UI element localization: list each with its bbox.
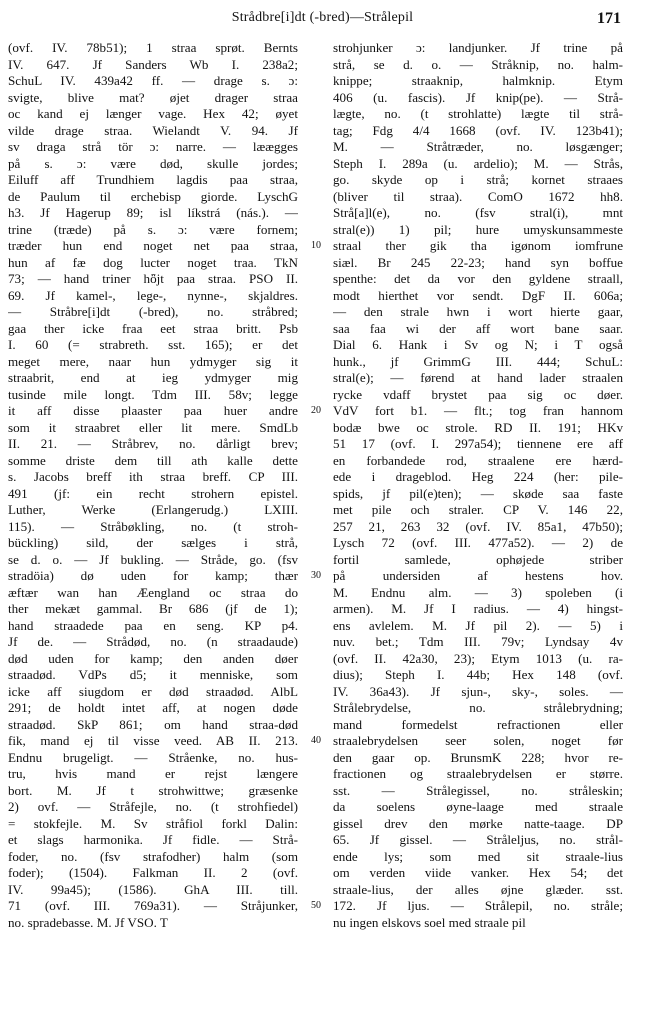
right-column-line: mand formedelst refractionen eller — [333, 716, 623, 732]
left-column-line: Luther, Werke (Erlangerudg.) LXIII. — [8, 502, 298, 517]
left-column-line: foder, no. (fsv strafodher) halm (som — [8, 848, 298, 864]
right-column-line: — den strale hwn i wort hierte gaar, — [333, 304, 623, 319]
left-column-line: bückling) sild, der sælges i strå, — [8, 535, 298, 550]
left-column-line: 2) ovf. — Stråfejle, no. (t strohfiedel) — [8, 799, 298, 814]
left-column — [8, 40, 298, 931]
line-number-marker: 40 — [311, 735, 321, 746]
right-column-line: den gaar op. BrunsmK 228; hvor re- — [333, 749, 623, 765]
left-column-line: s. Jacobs breff ith straa breff. CP III. — [8, 469, 298, 484]
right-column-line: gissel drev den mørke natte-taage. DP — [333, 815, 623, 831]
left-column-line: sv draga strå tör ɔ: narre. — læægges — [8, 139, 298, 154]
right-column-line: armen). M. Jf I radius. — 4) hingst- — [333, 601, 623, 616]
left-column-line: 69. Jf kamel-, lege-, nynne-, skjaldres. — [8, 287, 298, 303]
left-column-line: straadød. SkP 861; om hand straa-død — [8, 716, 298, 732]
line-number-marker: 20 — [311, 405, 321, 416]
left-column-line: se d. o. — Jf bukling. — Stråde, go. (fsv — [8, 551, 298, 567]
right-column-line: tag; Fdg 4/4 1668 (ovf. IV. 123b41); — [333, 122, 623, 138]
left-column-line: h3. Jf Hagerup 89; isl líkstrá (nás.). — — [8, 205, 298, 220]
left-column-line: tru, hvis mand er rejst længere — [8, 766, 298, 781]
right-column-line: knippe; straaknip, halmknip. Etym — [333, 73, 623, 88]
left-column-line: fik, mand ej til visse veed. AB II. 213. — [8, 733, 298, 748]
right-column-line: met pile och straler. CP V. 146 22, — [333, 502, 623, 517]
left-column-line: = stokfejle. M. Sv stråfiol forkl Dalin: — [8, 815, 298, 831]
right-column-line: spids, jf pil(e)ten); — skøde saa faste — [333, 485, 623, 501]
left-column-line: hand straadede paa en seng. KP p4. — [8, 617, 298, 633]
right-column-line: en forbandede rod, straalene ere hærd- — [333, 452, 623, 468]
right-column-line: 172. Jf ljus. — Strålepil, no. stråle; — [333, 898, 623, 913]
left-column-line: foder); (1504). Falkman II. 2 (ovf. — [8, 865, 298, 880]
left-column-line: som it straabret eller lit mere. SmdLb — [8, 419, 298, 435]
right-column-line: lægte, no. (t strohlatte) lægte til strå- — [333, 106, 623, 121]
right-column-line: modt hierthet vor sendt. DgF II. 606a; — [333, 287, 623, 303]
right-column-line: Dial 6. Hank i Sv og N; i T også — [333, 337, 623, 352]
left-column-line: 71 (ovf. III. 769a31). — Stråjunker, — [8, 898, 298, 913]
left-column-line: de Paulum til erchebisp giorde. LyschG — [8, 188, 298, 204]
right-column-line: sst. — Strålegissel, no. stråleskin; — [333, 782, 623, 798]
right-column-line: IV. 36a43). Jf sjun-, sky-, soles. — — [333, 683, 623, 699]
left-column-line: IV. 99a45); (1586). GhA III. till. — [8, 881, 298, 897]
left-column-line: meget mere, naar hun ydmyger sig it — [8, 353, 298, 369]
left-column-line: stradöia) dø uden for kamp; thær — [8, 568, 298, 583]
right-column-line: M. — Stråtræder, no. løsgænger; — [333, 139, 623, 154]
right-column-line: (ovf. II. 42a30, 23); Etym 1013 (u. ra- — [333, 650, 623, 666]
right-column-line: 65. Jf gissel. — Stråleljus, no. strål- — [333, 832, 623, 847]
left-column-line: 491 (jf: ein recht strohern epistel. — [8, 485, 298, 501]
left-column-line: 291; de holdt intet aff, at nogen døde — [8, 700, 298, 715]
left-column-line: ther mekæt gammal. Br 686 (jf de 1); — [8, 601, 298, 616]
left-column-line: Jf de. — Strådød, no. (n straadaude) — [8, 634, 298, 649]
left-column-line: no. spradebasse. M. Jf VSO. T — [8, 914, 168, 930]
left-column-line: icke aff siugdom er død straadød. AlbL — [8, 683, 298, 699]
right-column-line: ende lys; som med sit straale-lius — [333, 848, 623, 864]
line-number-marker: 30 — [311, 570, 321, 581]
right-column-line: ens avlelem. M. Jf pil 2). — 5) i — [333, 617, 623, 633]
left-column-line: Endnu brugeligt. — Stråenke, no. hus- — [8, 749, 298, 765]
right-column-line: Strålebrydelse, no. strålebrydning; — [333, 700, 623, 715]
left-column-line: tusinde mile longt. Tdm III. 58v; legge — [8, 386, 298, 402]
right-column-line: VdV fort b1. — flt.; tog fran hannom — [333, 403, 623, 418]
left-column-line: Eiluff aff Trundhiem lagdis paa straa, — [8, 172, 298, 187]
left-column-line: på s. ɔ: være død, skulle jordes; — [8, 155, 298, 171]
right-column-line: go. skyde op i strå; kornet straaes — [333, 172, 623, 187]
right-column-line: M. Endnu alm. — 3) spoleben (i — [333, 584, 623, 600]
right-column-line: bodæ bwe oc strole. RD II. 191; HKv — [333, 419, 623, 435]
left-column-line: hun af fæ dog lucter noget traa. TkN — [8, 254, 298, 270]
left-column-line: 73; — hand triner hȫjt paa straa. PSO II. — [8, 271, 298, 286]
right-column-line: Strå[a]l(e), no. (fsv stral(i), mnt — [333, 205, 623, 220]
right-column-line: saa faa wi der aff wort bane saar. — [333, 320, 623, 336]
line-number-marker: 50 — [311, 900, 321, 911]
right-column-line: spenthe: det da vor den gyldene straall, — [333, 271, 623, 286]
right-column-line: fortil samlede, ophøjede striber — [333, 551, 623, 567]
left-column-line: svigte, blive mat? øjet drager straa — [8, 89, 298, 105]
right-column-line: 257 21, 263 32 (ovf. IV. 85a1, 47b50); — [333, 518, 623, 534]
right-column-line: fractionen og straalebrydelsen er større. — [333, 766, 623, 781]
left-column-line: død uden for kamp; den anden døer — [8, 650, 298, 666]
left-column-line: vilde drage straa. Wielandt V. 94. Jf — [8, 122, 298, 138]
right-column-line: 406 (u. fascis). Jf knip(pe). — Strå- — [333, 89, 623, 105]
left-column-line: 115). — Stråbøkling, no. (t stroh- — [8, 518, 298, 534]
right-column-line: om verden viide vanker. Hex 54; det — [333, 865, 623, 880]
right-column-line: siæl. Br 245 22-23; hand syn boffue — [333, 254, 623, 270]
left-column-line: træder hun end noget net paa straa, — [8, 238, 298, 253]
running-head-title: Strådbre[i]dt (-bred)—Strålepil — [231, 10, 414, 25]
right-column-line: straal ther gik tha igønom iomfrune — [333, 238, 623, 253]
left-column-line: oc kand ej længer vage. Hex 42; øyet — [8, 106, 298, 121]
left-column-line: et slags harmonika. Jf fidle. — Strå- — [8, 832, 298, 847]
left-column-line: SchuL IV. 439a42 ff. — drage s. ɔ: — [8, 73, 298, 88]
right-column-line: ede i drageblod. Heg 224 (her: pile- — [333, 469, 623, 484]
right-column-line: Lysch 72 (ovf. III. 477a52). — 2) de — [333, 535, 623, 550]
left-column-line: II. 21. — Stråbrev, no. dårligt brev; — [8, 436, 298, 451]
left-column-line: trine (træde) på s. ɔ: være fornem; — [8, 221, 298, 237]
right-column-line: på undersiden af hestens hov. — [333, 568, 623, 583]
right-column-line: da soelens øyne-laage med straale — [333, 799, 623, 814]
page-number: 171 — [597, 10, 621, 27]
page-header — [0, 10, 645, 30]
right-column-line: (bliver til straa). ComO 1672 hh8. — [333, 188, 623, 204]
right-column-line: straalebrydelsen seer solen, noget før — [333, 733, 623, 748]
line-number-marker: 10 — [311, 240, 321, 251]
right-column-line: stral(e)) 1) pil; hure umyskunsammeste — [333, 221, 623, 237]
left-column-line: straadød. VdPs d5; it menniske, som — [8, 667, 298, 682]
left-column-line: gaa ther icke fraa eet straa britt. Psb — [8, 320, 298, 336]
right-column-line: 51 17 (ovf. I. 297a54); tiennene ere aff — [333, 436, 623, 451]
left-column-line: bort. M. Jf t strohwittwe; græsenke — [8, 782, 298, 798]
left-column-line: IV. 647. Jf Sanders Wb I. 238a2; — [8, 56, 298, 72]
right-column — [333, 40, 623, 931]
left-column-line: I. 60 (= strabreth. sst. 165); er det — [8, 337, 298, 352]
right-column-line: nuv. bet.; Tdm III. 79v; Lyndsay 4v — [333, 634, 623, 649]
left-column-line: somme driste dem till ath kalle dette — [8, 452, 298, 468]
right-column-line: straale-lius, der alles øjne glæder. sst. — [333, 881, 623, 897]
left-column-line: æftær wan han Æengland oc straa do — [8, 584, 298, 600]
right-column-line: nu ingen elskovs soel med straale pil — [333, 914, 526, 930]
right-column-line: hunk., jf GrimmG III. 444; SchuL: — [333, 353, 623, 369]
right-column-line: strohjunker ɔ: landjunker. Jf trine på — [333, 40, 623, 55]
right-column-line: dius); Steph I. 44b; Hex 148 (ovf. — [333, 667, 623, 682]
left-column-line: — Stråbre[i]dt (-bred), no. stråbred; — [8, 304, 298, 319]
right-column-line: Steph I. 289a (u. ardelio); M. — Strås, — [333, 155, 623, 171]
left-column-line: it aff disse plaaster paa huer andre — [8, 403, 298, 418]
right-column-line: rycke vdaff brystet paa sig oc døer. — [333, 386, 623, 402]
right-column-line: strå, se d. o. — Stråknip, no. halm- — [333, 56, 623, 72]
left-column-line: straabrit, end at ieg ydmyger mig — [8, 370, 298, 385]
left-column-line: (ovf. IV. 78b51); 1 straa sprøt. Bernts — [8, 40, 298, 55]
right-column-line: stral(e); — førend at hand lader straalen — [333, 370, 623, 385]
